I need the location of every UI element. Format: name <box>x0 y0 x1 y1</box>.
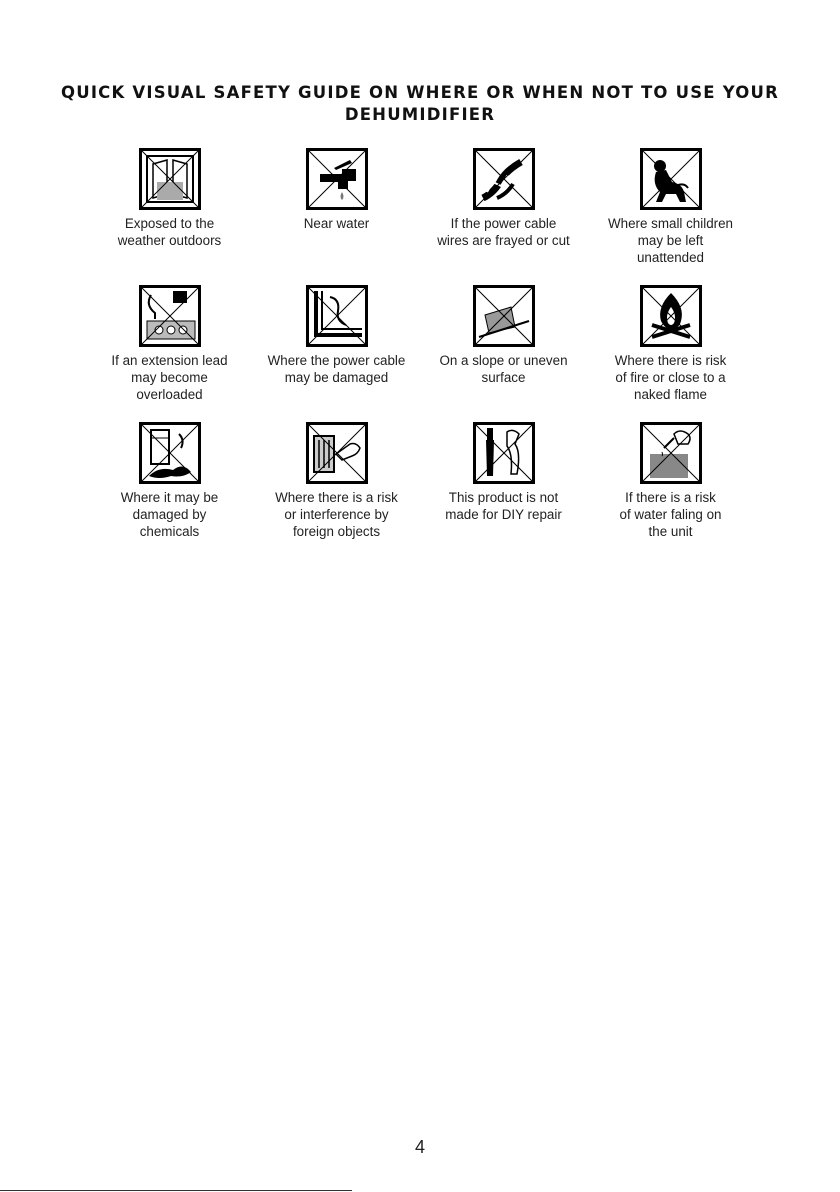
slope-icon <box>473 285 535 347</box>
child-icon <box>640 148 702 210</box>
page-title <box>60 82 780 126</box>
safety-caption: Near water <box>303 216 370 231</box>
safety-caption: Where it may be damaged by chemicals <box>120 490 219 539</box>
safety-item-weather <box>86 148 253 285</box>
footer-rule <box>0 1190 352 1191</box>
diy-repair-icon <box>473 422 535 484</box>
safety-caption: If the power cable wires are frayed or cut <box>437 216 570 248</box>
safety-item-extension-lead <box>86 285 253 422</box>
flame-icon <box>640 285 702 347</box>
title-line-1: QUICK VISUAL SAFETY GUIDE ON WHERE OR WHEN NOT TO USE YOUR <box>61 83 779 102</box>
frayed-cable-icon <box>473 148 535 210</box>
safety-caption: On a slope or uneven surface <box>439 353 568 385</box>
safety-caption: Where the power cable may be damaged <box>267 353 406 385</box>
foreign-object-icon <box>306 422 368 484</box>
safety-item-flame <box>587 285 754 422</box>
chemical-spill-icon <box>139 422 201 484</box>
safety-item-foreign-objects <box>253 422 420 559</box>
safety-icon-grid <box>86 148 754 559</box>
safety-item-damaged-cable <box>253 285 420 422</box>
watering-can-icon <box>640 422 702 484</box>
safety-item-diy-repair <box>420 422 587 559</box>
safety-item-slope <box>420 285 587 422</box>
safety-caption: This product is not made for DIY repair <box>445 490 562 522</box>
safety-caption: Where small children may be left unattended <box>607 216 734 265</box>
safety-caption: Where there is risk of fire or close to a naked flame <box>614 353 727 402</box>
safety-item-chemicals <box>86 422 253 559</box>
safety-item-frayed-cable <box>420 148 587 285</box>
safety-caption: If an extension lead may become overloaded <box>111 353 228 402</box>
safety-item-water <box>253 148 420 285</box>
safety-item-watering-can <box>587 422 754 559</box>
safety-item-children <box>587 148 754 285</box>
page-number: 4 <box>414 1137 425 1157</box>
tap-water-icon <box>306 148 368 210</box>
window-weather-icon <box>139 148 201 210</box>
extension-lead-icon <box>139 285 201 347</box>
safety-caption: If there is a risk of water faling on the unit <box>619 490 722 539</box>
title-line-2: DEHUMIDIFIER <box>344 105 496 124</box>
damaged-cable-icon <box>306 285 368 347</box>
safety-caption: Where there is a risk or interference by foreign objects <box>275 490 398 539</box>
safety-caption: Exposed to the weather outdoors <box>117 216 222 248</box>
